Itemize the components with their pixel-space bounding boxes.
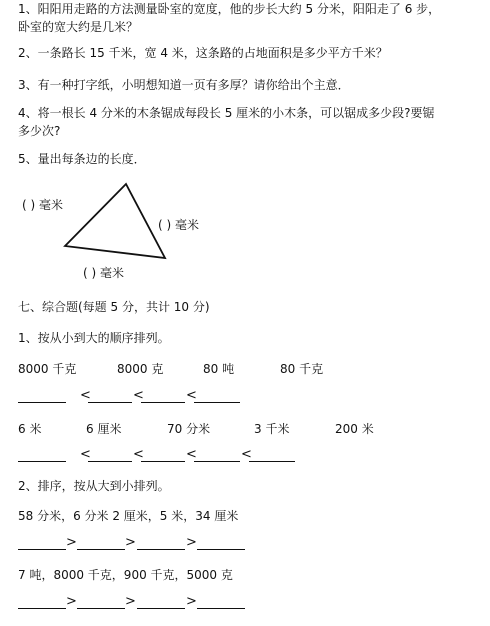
- question-1-line-1: 1、阳阳用走路的方法测量卧室的宽度，他的步长大约 5 分米，阳阳走了 6 步，: [18, 2, 441, 16]
- greater-than-sign: >: [186, 535, 197, 550]
- answer-blank[interactable]: [194, 402, 240, 403]
- less-than-sign: <: [241, 447, 252, 462]
- greater-than-sign: >: [66, 535, 77, 550]
- section-7-part-1-title: 1、按从小到大的顺序排列。: [18, 331, 170, 345]
- row3-items: 58 分米，6 分米 2 厘米，5 米，34 厘米: [18, 509, 239, 523]
- answer-blank[interactable]: [137, 608, 185, 609]
- answer-blank[interactable]: [18, 402, 66, 403]
- question-1-line-2: 卧室的宽大约是几米？: [18, 20, 139, 34]
- triangle-figure: [0, 0, 490, 300]
- row1-item: 80 吨: [203, 362, 235, 376]
- answer-blank[interactable]: [18, 461, 66, 462]
- answer-blank[interactable]: [18, 608, 66, 609]
- answer-blank[interactable]: [197, 608, 245, 609]
- less-than-sign: <: [186, 388, 197, 403]
- row2-item: 70 分米: [167, 422, 211, 436]
- answer-blank[interactable]: [141, 402, 185, 403]
- answer-blank[interactable]: [141, 461, 185, 462]
- row2-item: 3 千米: [254, 422, 290, 436]
- question-4-line-1: 4、将一根长 4 分米的木条锯成每段长 5 厘米的小木条，可以锯成多少段?要锯: [18, 106, 435, 120]
- triangle-shape: [65, 184, 165, 258]
- row1-item: 8000 千克: [18, 362, 77, 376]
- question-4-line-2: 多少次?: [18, 124, 61, 138]
- row4-items: 7 吨，8000 千克，900 千克，5000 克: [18, 568, 233, 582]
- less-than-sign: <: [80, 388, 91, 403]
- question-5: 5、量出每条边的长度．: [18, 152, 146, 166]
- answer-blank[interactable]: [194, 461, 240, 462]
- row1-item: 8000 克: [117, 362, 164, 376]
- row2-item: 6 米: [18, 422, 42, 436]
- greater-than-sign: >: [125, 594, 136, 609]
- question-2: 2、一条路长 15 千米，宽 4 米，这条路的占地面积是多少平方千米？: [18, 46, 388, 60]
- answer-blank[interactable]: [18, 549, 66, 550]
- row1-item: 80 千克: [280, 362, 324, 376]
- triangle-label-bottom: ( ) 毫米: [83, 266, 124, 280]
- less-than-sign: <: [133, 388, 144, 403]
- less-than-sign: <: [133, 447, 144, 462]
- section-7-part-2-title: 2、排序，按从大到小排列。: [18, 479, 170, 493]
- greater-than-sign: >: [125, 535, 136, 550]
- row2-item: 200 米: [335, 422, 374, 436]
- row2-item: 6 厘米: [86, 422, 122, 436]
- answer-blank[interactable]: [88, 461, 132, 462]
- triangle-label-left: ( ) 毫米: [22, 198, 63, 212]
- triangle-label-right: ( ) 毫米: [158, 218, 199, 232]
- answer-blank[interactable]: [249, 461, 295, 462]
- answer-blank[interactable]: [197, 549, 245, 550]
- section-7-title: 七、综合题(每题 5 分，共计 10 分): [18, 300, 210, 314]
- less-than-sign: <: [80, 447, 91, 462]
- greater-than-sign: >: [186, 594, 197, 609]
- question-3: 3、有一种打字纸，小明想知道一页有多厚？请你给出个主意．: [18, 78, 350, 92]
- answer-blank[interactable]: [77, 608, 125, 609]
- answer-blank[interactable]: [137, 549, 185, 550]
- greater-than-sign: >: [66, 594, 77, 609]
- answer-blank[interactable]: [77, 549, 125, 550]
- answer-blank[interactable]: [88, 402, 132, 403]
- less-than-sign: <: [186, 447, 197, 462]
